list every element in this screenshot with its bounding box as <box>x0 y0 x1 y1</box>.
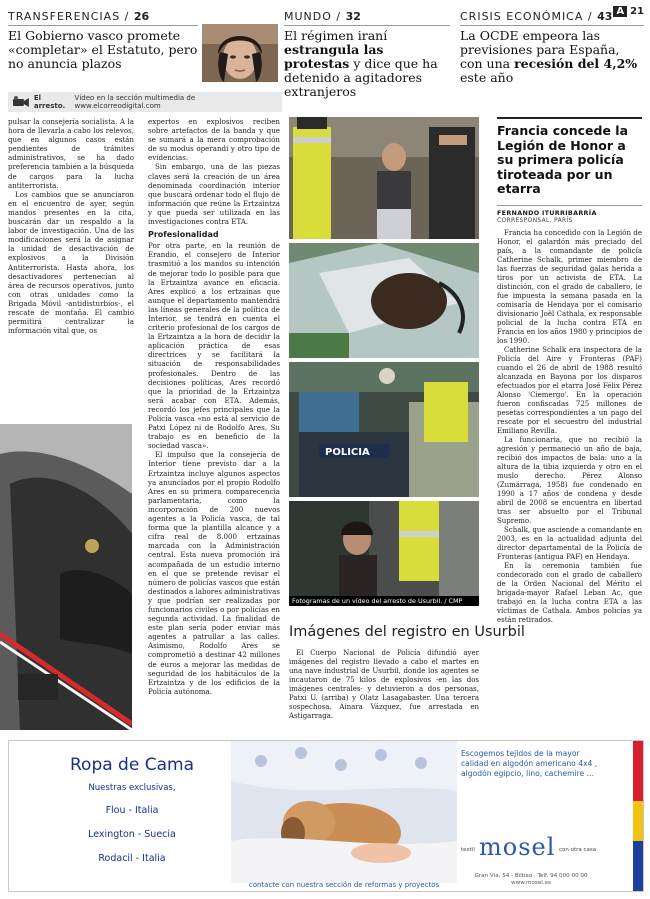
multimedia-text[interactable]: Vídeo en la sección multimedia de www.elcorreodigital.com <box>74 94 196 110</box>
section-letter: A <box>613 6 627 17</box>
sidebar-paragraph: Schalk, que asciende a comandante en 2003, es en la actualidad adjunta del director departamental de la Policía de Fronteras (antigua PAF) en Hendaya. <box>497 525 642 561</box>
ad-left-panel <box>47 755 217 877</box>
ad-right-panel <box>461 749 621 779</box>
article-paragraph: Los cambios que se anunciaron en el encuentro de ayer, según mandos presentes en la cita, buscarán dar un respaldo a la labor de investigación. Una de las modificaciones será la de asignar la unidad de desactivación de explosivos a la División Antiterrorista. Hasta ahora, los desactivadores pertenecían al área de recursos operativos, junto con otras unidades como la Brigada Móvil -antidisturbios-, el rescate de montaña. El cambio permitirá centralizar la información vital que, os <box>8 189 134 336</box>
teaser-portrait-photo <box>202 24 278 82</box>
multimedia-bar[interactable] <box>8 92 282 112</box>
sidebar-author: FERNANDO ITURRIBARRÍA <box>497 205 642 217</box>
mosel-logo[interactable] <box>461 833 631 863</box>
article-paragraph: El impulso que la consejería de Interior tiene previsto dar a la Ertzaintza incluye algunos aspectos ya anunciados por el propio Rodolfo Ares en su primera comparecencia parlamentaria, como la incorporación de 200 nuevos agentes a la Policía vasca, de tal forma que la plantilla alcance y a cifra real de 8.000 ertzainas marcada con la Administración central. Esta nueva promoción irá acompañada de un estudio interno en el que se pretende revisar el número de policías vascos que están destinados a labores administrativas y que podrían ser realizadas por funcionarios civiles o por policías en segunda actividad. La finalidad de este plan sería poder enviar más agentes a patrullar a las calles. Asimismo, Rodolfo Ares se comprometió a destinar 42 millones de euros a mejorar las medidas de seguridad de los habitáculos de la Ertzaintza y de los edificios de la Policía autónoma. <box>148 450 280 696</box>
ad-right-line: algodón egipcio, lino, cachemire ... <box>461 769 594 778</box>
ad-address-line: Gran Vía, 54 - Bilbao · Telf. 94 000 00 00 <box>474 873 588 879</box>
sidebar-article <box>497 117 642 625</box>
teaser-mundo[interactable] <box>284 10 450 99</box>
sidebar-dateline: CORRESPONSAL. PARÍS <box>497 216 573 224</box>
gallery-caption: Fotogramas de un vídeo del arresto de Usurbil. / CMP <box>289 596 479 606</box>
article-column-1 <box>8 117 134 335</box>
article-column-2 <box>148 117 280 696</box>
sidebar-rule <box>497 117 642 119</box>
teaser-section: CRISIS ECONÓMICA / 43 <box>460 10 644 26</box>
ad-brand-line: Rodacil - Italia <box>98 853 166 864</box>
sidebar-paragraph: En la ceremonia también fue condecorado con el grado de caballero de la Orden Nacional del Mérito el brigada-mayor Rafael Leban Ac, que trabajó en la lucha contra ETA a las víctimas de Cathala. Ambos policías ya están retirados. <box>497 561 642 624</box>
teaser-headline[interactable]: La OCDE empeora las previsiones para España, con una recesión del 4,2% este año <box>460 28 638 85</box>
teaser-section: MUNDO / 32 <box>284 10 450 26</box>
teaser-headline[interactable]: El Gobierno vasco promete «completar» el Estatuto, pero no anuncia plazos <box>8 28 198 71</box>
teaser-crisis[interactable] <box>460 10 644 85</box>
puppy-photo <box>231 741 457 883</box>
teaser-section: TRANSFERENCIAS / 26 <box>8 10 198 26</box>
ertzaintza-officer-photo <box>0 424 132 730</box>
teaser-headline[interactable]: El régimen iraní estrangula las protestas y dice que ha detenido a agitadores extranjeros <box>284 28 438 99</box>
article-paragraph: Por otra parte, en la reunión de Erandio, el consejero de Interior trasmitió a los mandos su intención de mejorar todo lo posible para que la Ertzaintza avance en eficacia. Ares explicó a los ertzainas que aunque el departamento mantendrá las líneas generales de la política de Interior, se tendrá en cuenta el criterio profesional de los cargos de la Ertzaintza a la hora de decidir la aplicación práctica de esas directrices y se facilitará la situación de responsabilidades profesionales. Dentro de las decisiones políticas, Ares recordó que la prioridad de la Ertzaintza será acabar con ETA. Además, recordó los jefes principales que la Policía vasca «no está al servicio de Patxi López ni de Rodolfo Ares. Su trabajo es en beneficio de la sociedad vasca». <box>148 241 280 451</box>
ad-bottom-note: contacte con nuestra sección de reformas y proyectos <box>248 881 440 889</box>
ad-right-line: Escogemos tejidos de la mayor <box>461 749 580 758</box>
teaser-transferencias[interactable] <box>8 10 198 71</box>
ad-title: Ropa de Cama <box>70 755 194 775</box>
still-second-detainee[interactable] <box>289 501 479 606</box>
ad-address <box>471 873 591 887</box>
gallery-paragraph: El Cuerpo Nacional de Policía difundió ayer imágenes del registro llevado a cabo el martes en una nave industrial de Usurbil, donde los agentes se incautaron de 75 kilos de explosivos -en las dos imágenes centrales- y detuvieron a dos personas, Patxi U. (arriba) y Olatz Lasagabaster. Una tercera sospechosa, Ainara Vázquez, fue arrestada en Astigarraga. <box>289 649 479 720</box>
sidebar-headline[interactable]: Francia concede la Legión de Honor a su primera policía tiroteada por un etarra <box>497 123 628 196</box>
teaser-strip <box>8 6 644 99</box>
sidebar-paragraph: Catherine Schalk era inspectora de la Policía del Aire y Fronteras (PAF) cuando el 26 de abril de 1988 resultó alcanzada en Bayona por los disparos efectuados por el etarra José Félix Pérez Alonso 'Ciemergo'. En la operación fueron confiscadas 725 millones de pesetas correspondientes a un pago del rescate por el secuestro del industrial Emiliano Revilla. <box>497 345 642 435</box>
sidebar-body <box>497 229 642 625</box>
logo-word: mosel <box>479 833 556 861</box>
ad-right-line: calidad en algodón americano 4x4 , <box>461 759 598 768</box>
still-detainee[interactable] <box>289 117 479 239</box>
ad-subtitle: Nuestras exclusivas, <box>88 783 176 793</box>
ad-brand-line: Lexington - Suecia <box>88 829 176 840</box>
ad-brand-line: Flou - Italia <box>105 805 159 816</box>
logo-suffix: con otra casa <box>559 847 597 853</box>
multimedia-label: El arresto. <box>33 94 66 110</box>
bedding-advertisement[interactable] <box>8 740 644 892</box>
page-number-value: 21 <box>630 6 644 17</box>
logo-prefix: textil <box>461 847 475 853</box>
article-subhead: Profesionalidad <box>148 230 219 240</box>
sidebar-paragraph: La funcionaria, que no recibió la agresión y permaneció un año de baja, recibió dos impactos de bala: uno a la altura de la tibia izquierda y otro en el muslo derecho. Pérez Alonso (Zumárraga, 1958) fue condenado en 1990 a 17 años de condena y desde abril de 2008 se encuentra en libertad tras ser absuelto por el Tribunal Supremo. <box>497 435 642 525</box>
gallery-title: Imágenes del registro en Usurbil <box>289 624 525 640</box>
gallery-text <box>289 649 479 721</box>
article-paragraph: Sin embargo, una de las piezas claves será la creación de un área denominada coordinación interior que buscará ordenar todo el flujo de información que reúne la Ertzaintza y que pueda ser utilizada en las investigaciones contra ETA. <box>148 162 280 227</box>
article-paragraph: expertos en explosivos reciben sobre artefactos de la banda y que se sumará a la mera comprobación de su modus operandi y otro tipo de evidencias. <box>148 117 280 163</box>
ad-color-stripe <box>633 741 643 892</box>
ad-website[interactable]: www.mosel.es <box>511 880 551 886</box>
video-stills <box>289 117 479 606</box>
video-camera-icon <box>12 96 30 108</box>
article-paragraph: pulsar la consejería socialista. A la hora de llevarla a cabo los relevos, que en algunos casos están pendientes de trámites administrativos, se ha dado preferencia también a la búsqueda de cargos para la lucha antiterrorista. <box>8 117 134 190</box>
sidebar-paragraph: Francia ha concedido con la Legión de Honor, el galardón más preciado del país, a la comandante de policía Catherine Schalk, primer miembro de las fuerzas de seguridad galas herida a tiros por un activista de ETA. La distinción, con el grado de caballero, le fue impuesta la semana pasada en la comisaría de Hendaya por el comisario divisionario Joël Cathala, ex responsable policial de la lucha contra ETA en Francia en los años 1980 y principios de los 1990. <box>497 228 642 345</box>
police-label: POLICIA <box>325 447 370 458</box>
still-explosives-bag[interactable] <box>289 243 479 358</box>
still-police-search[interactable] <box>289 362 479 497</box>
